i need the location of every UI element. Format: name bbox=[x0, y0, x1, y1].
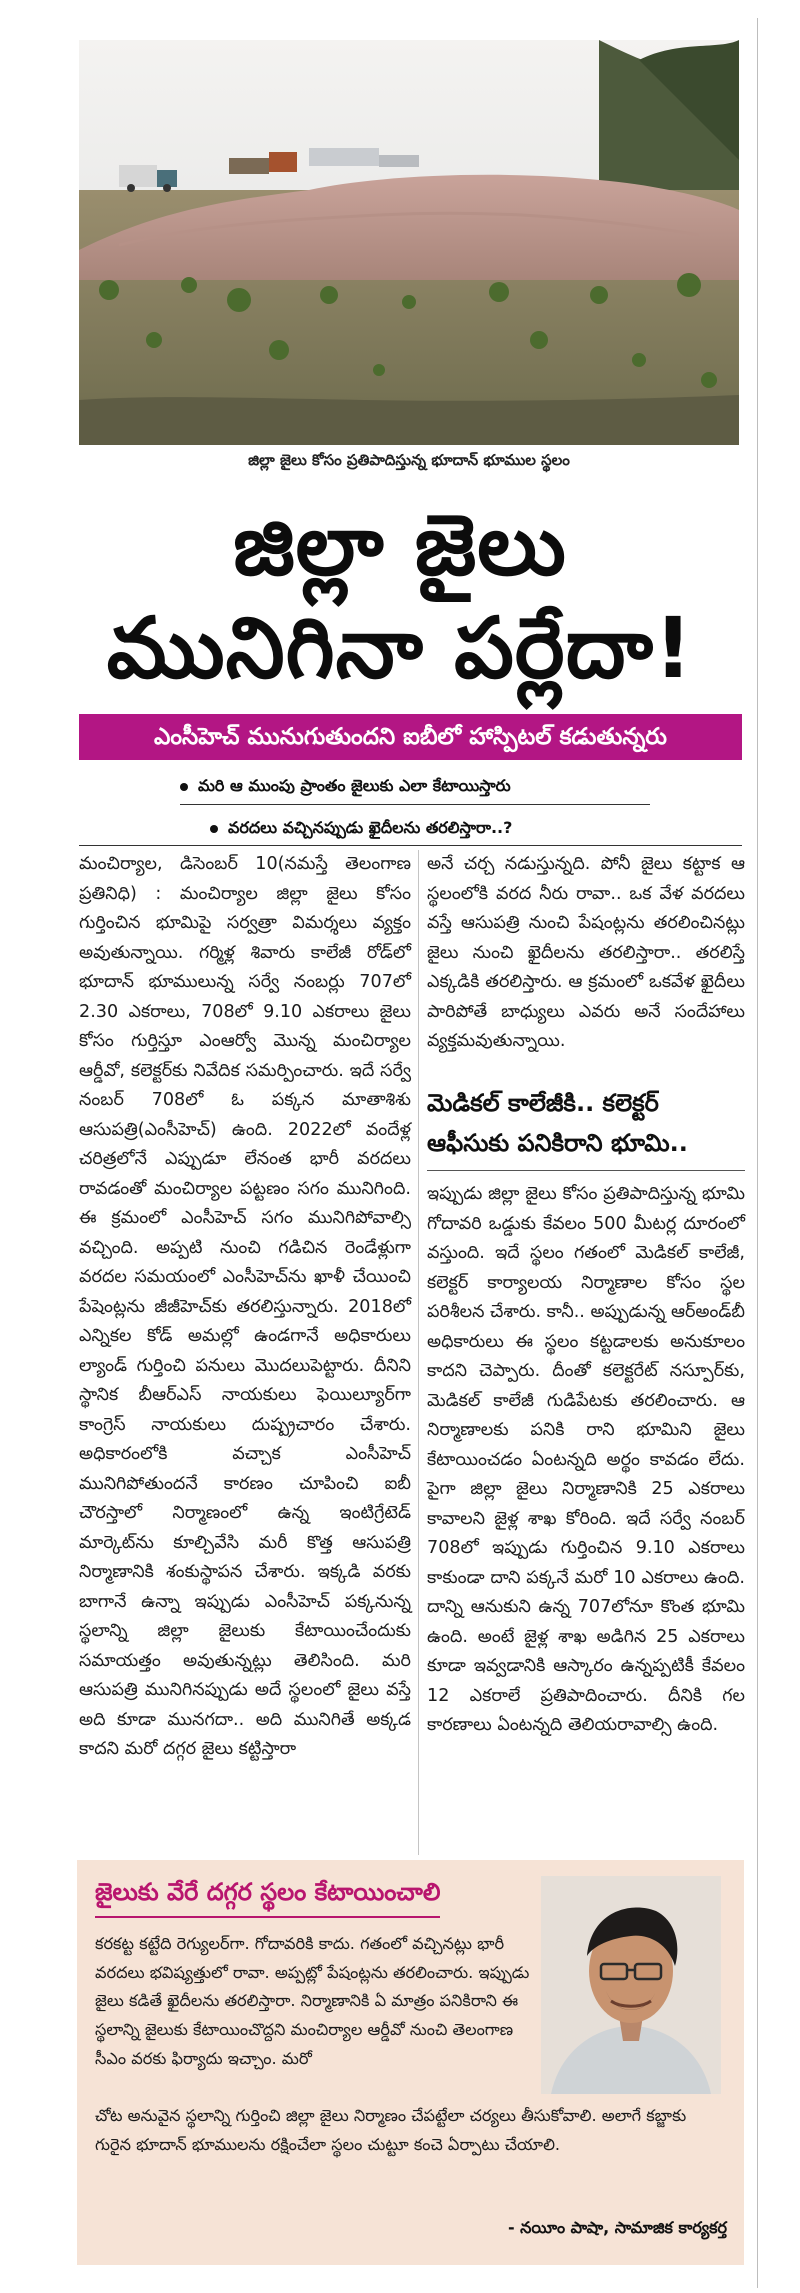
quote-box-text-continued: చోట అనువైన స్థలాన్ని గుర్తించి జిల్లా జైలు నిర్మాణం చేపట్టేలా చర్యలు తీసుకోవాలి. అలాగే కబ్జాకు గురైన భూదాన్ భూములను రక్షించేలా స్థలం చుట్టూ కంచె ఏర్పాటు చేయాలి. bbox=[95, 2106, 687, 2154]
bullet-item bbox=[180, 776, 511, 799]
subheadline-bar: ఎంసీహెచ్ మునుగుతుందని ఐబీలో హాస్పిటల్ కడుతున్నరు bbox=[79, 714, 742, 760]
photo-caption: జిల్లా జైలు కోసం ప్రతిపాదిస్తున్న భూదాన్ భూముల స్థలం bbox=[248, 451, 570, 469]
landscape-photo bbox=[79, 40, 739, 445]
subhead-rule bbox=[427, 1170, 745, 1171]
article-text: ఇప్పుడు జిల్లా జైలు కోసం ప్రతిపాదిస్తున్న భూమి గోదావరి ఒడ్డుకు కేవలం 500 మీటర్ల దూరంలో వస్తుంది. ఇదే స్థలం గతంలో మెడికల్ కాలేజీ, కలెక్టర్ కార్యాలయ నిర్మాణాల కోసం స్థల పరిశీలన చేశారు. కానీ.. అప్పుడున్న ఆర్అండ్‌బీ అధికారులు ఈ స్థలం కట్టడాలకు అనుకూలం కాదని చెప్పారు. దీంతో కలెక్టరేట్ నస్పూర్‌కు, మెడికల్ కాలేజీ గుడిపేటకు తరలించారు. ఆ నిర్మాణాలకు పనికి రాని భూమిని జైలు కేటాయించడం ఏంటన్నది అర్థం కావడం లేదు. పైగా జిల్లా జైలు నిర్మాణానికి 25 ఎకరాలు కావాలని జైళ్ల శాఖ కోరింది. ఇదే సర్వే నంబర్ 708లో ఇప్పుడు గుర్తించిన 9.10 ఎకరాలు కాకుండా దాని పక్కనే మరో 10 ఎకరాలు ఉంది. దాన్ని ఆనుకుని ఉన్న 707లోనూ కొంత భూమి ఉంది. అంటే జైళ్ల శాఖ అడిగిన 25 ఎకరాలు కూడా ఇవ్వడానికి ఆస్కారం ఉన్నప్పటికీ కేవలం 12 ఎకరాలే ప్రతిపాదించారు. దీనికి గల కారణాలు ఏంటన్నది తెలియరావాల్సి ఉంది. bbox=[427, 1184, 745, 1735]
page-edge-rule bbox=[757, 18, 758, 2288]
person-portrait-icon bbox=[541, 1876, 721, 2094]
quote-box-text: కరకట్ట కట్టేది రెగ్యులర్‌గా. గోదావరికి కాదు. గతంలో వచ్చినట్లు భారీ వరదలు భవిష్యత్తులో రావా. అప్పట్లో పేషంట్లను తరలించారు. ఇప్పుడు జైలు కడితే ఖైదీలను తరలిస్తారా. నిర్మాణానికి ఏ మాత్రం పనికిరాని ఈ స్థలాన్ని జైలుకు కేటాయించొద్దని మంచిర్యాల ఆర్డీవో నుంచి తెలంగాణ సీఎం వరకు ఫిర్యాదు ఇచ్చాం. మరో bbox=[95, 1934, 530, 2068]
column-divider bbox=[418, 850, 419, 1855]
headline-line-1: జిల్లా జైలు bbox=[233, 496, 567, 594]
bullet-dot-icon bbox=[210, 825, 218, 833]
article-text: మంచిర్యాల, డిసెంబర్ 10(నమస్తే తెలంగాణ ప్రతినిధి) : మంచిర్యాల జిల్లా జైలు కోసం గుర్తించిన భూమిపై సర్వత్రా విమర్శలు వ్యక్తం అవుతున్నాయి. గర్మిళ్ల శివారు కాలేజీ రోడ్‌లో భూదాన్ భూములున్న సర్వే నంబర్లు 707లో 2.30 ఎకరాలు, 708లో 9.10 ఎకరాలు జైలు కోసం గుర్తిస్తూ ఎంఆర్వో మొన్న మంచిర్యాల ఆర్డీవో, కలెక్టర్‌కు నివేదిక సమర్పించారు. ఇదే సర్వే నంబర్ 708లో ఓ పక్కన మాతాశిశు ఆసుపత్రి(ఎంసీహెచ్) ఉంది. 2022లో వందేళ్ల చరిత్రలోనే ఎప్పుడూ లేనంత భారీ వరదలు రావడంతో మంచిర్యాల పట్టణం సగం మునిగింది. ఈ క్రమంలో ఎంసీహెచ్ సగం మునిగిపోవాల్సి వచ్చింది. అప్పటి నుంచి గడిచిన రెండేళ్లుగా వరదల సమయంలో ఎంసీహెచ్‌ను ఖాళీ చేయించి పేషెంట్లను జీజీహెచ్‌కు తరలిస్తున్నారు. 2018లో ఎన్నికల కోడ్ అమల్లో ఉండగానే అధికారులు ల్యాండ్ గుర్తించి పనులు మొదలుపెట్టారు. దీనిని స్థానిక బీఆర్ఎస్ నాయకులు ఫెయిల్యూర్‌గా కాంగ్రెస్ నాయకులు దుష్ప్రచారం చేశారు. అధికారంలోకి వచ్చాక ఎంసీహెచ్ మునిగిపోతుందనే కారణం చూపించి ఐబీ చౌరస్తాలో నిర్మాణంలో ఉన్న ఇంటిగ్రేటెడ్ మార్కెట్‌ను కూల్చివేసి మరీ కొత్త ఆసుపత్రి నిర్మాణానికి శంకుస్థాపన చేశారు. ఇక్కడి వరకు బాగానే ఉన్నా ఇప్పుడు ఎంసీహెచ్ పక్కనున్న స్థలాన్ని జిల్లా జైలుకు కేటాయించేందుకు సమాయత్తం అవుతున్నట్లు తెలిసింది. మరి ఆసుపత్రి మునిగినప్పుడు అదే స్థలంలో జైలు వస్తే అది కూడా మునగదా.. అది మునిగితే అక్కడ కాదని మరో దగ్గర జైలు కట్టిస్తారా bbox=[79, 854, 411, 1759]
article-left-column bbox=[79, 850, 411, 1765]
article-text: అనే చర్చ నడుస్తున్నది. పోనీ జైలు కట్టాక ఆ స్థలంలోకి వరద నీరు రావా.. ఒక వేళ వరదలు వస్తే ఆసుపత్రి నుంచి పేషంట్లను తరలించినట్లు జైలు నుంచి ఖైదీలను తరలిస్తారా.. తరలిస్తే ఎక్కడికి తరలిస్తారు. ఆ క్రమంలో ఒకవేళ ఖైదీలు పారిపోతే బాధ్యులు ఎవరు అనే సందేహాలు వ్యక్తమవుతున్నాయి. bbox=[427, 854, 745, 1051]
bullet-text: వరదలు వచ్చినప్పుడు ఖైదీలను తరలిస్తారా..? bbox=[228, 818, 513, 837]
article-right-column-top bbox=[427, 850, 745, 1057]
section-rule bbox=[79, 845, 742, 846]
article-right-column-bottom bbox=[427, 1180, 745, 1741]
article-subhead: మెడికల్ కాలేజీకి.. కలెక్టర్ ఆఫీసుకు పనికిరాని భూమి.. bbox=[427, 1089, 688, 1157]
headline-line-2: మునిగినా పర్లేదా! bbox=[106, 599, 694, 697]
bullet-item bbox=[210, 818, 512, 841]
bullet-text: మరి ఆ ముంపు ప్రాంతం జైలుకు ఎలా కేటాయిస్తారు bbox=[198, 776, 511, 795]
bullet-rule bbox=[180, 804, 650, 805]
quote-box-title: జైలుకు వేరే దగ్గర స్థలం కేటాయించాలి bbox=[95, 1878, 440, 1918]
bullet-dot-icon bbox=[180, 783, 188, 791]
quote-signature: - నయీం పాషా, సామాజిక కార్యకర్త bbox=[507, 2218, 727, 2237]
